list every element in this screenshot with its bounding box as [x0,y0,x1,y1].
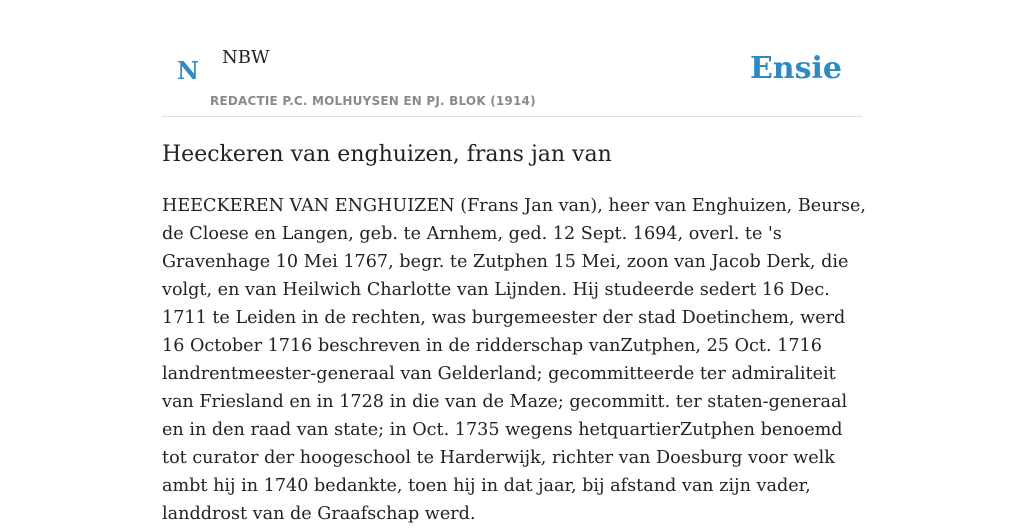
series-name[interactable]: NBW [222,47,270,68]
brand-logo-link[interactable]: Ensie [749,51,842,86]
editors-credit: REDACTIE P.C. MOLHUYSEN EN PJ. BLOK (1914) [210,94,536,108]
series-logo[interactable]: N [177,56,199,85]
article-body: HEECKEREN VAN ENGHUIZEN (Frans Jan van), heer van Enghuizen, Beurse, de Cloese en Langen, geb. te Arnhem, ged. 12 Sept. 1694, overl. te 's Gravenhage 10 Mei 1767, begr. te Zutphen 15 Mei, zoon van Jacob Derk, die volgt, en van Heilwich Charlotte van Lijnden. Hij studeerde sedert 16 Dec. 1711 te Leiden in de rechten, was burgemeester der stad Doetinchem, werd 16 October 1716 beschreven in de ridderschap vanZutphen, 25 Oct. 1716 landrentmeester-generaal van Gelderland; gecommitteerde ter admiraliteit van Friesland en in 1728 in die van de Maze; gecommitt. ter staten-generaal en in den raad van state; in Oct. 1735 wegens hetquartierZutphen benoemd tot curator der hoogeschool te Harderwijk, richter van Doesburg voor welk ambt hij in 1740 bedankte, toen hij in dat jaar, bij afstand van zijn vader, landdrost van de Graafschap werd. [162,196,866,524]
header [162,0,862,117]
page-title: Heeckeren van enghuizen, frans jan van [162,142,612,167]
